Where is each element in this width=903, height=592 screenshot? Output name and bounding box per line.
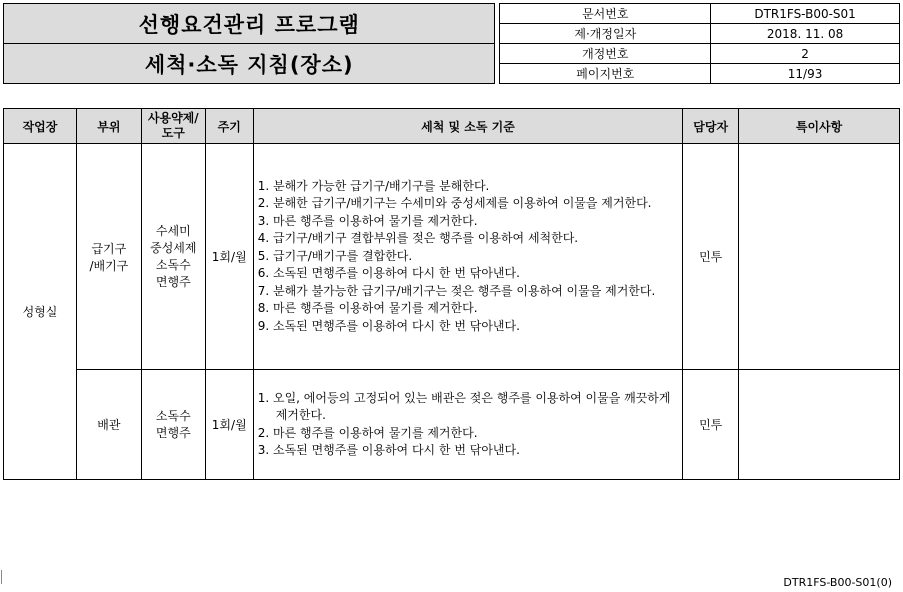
criteria-list (254, 390, 682, 460)
col-header-criteria: 세척 및 소독 기준 (253, 109, 682, 144)
list-item: 1. 오일, 에어등의 고정되어 있는 배관은 젖은 행주를 이용하여 이물을 깨끗하게 제거한다. (257, 390, 671, 422)
col-header-notes: 특이사항 (739, 109, 900, 144)
list-item: 2. 마른 행주를 이용하여 물기를 제거한다. (257, 425, 478, 440)
list-item: 2. 분해한 급기구/배기구는 수세미와 중성세제를 이용하여 이물을 제거한다. (257, 196, 652, 211)
document-header (3, 3, 900, 84)
part-cell: 급기구 /배기구 (76, 144, 141, 370)
meta-value-doc-no: DTR1FS-B00-S01 (711, 4, 900, 24)
notes-cell (739, 370, 900, 480)
meta-label-revision-no: 개정번호 (500, 44, 711, 64)
owner-cell: 민투 (683, 370, 739, 480)
part-cell: 배관 (76, 370, 141, 480)
table-row (4, 144, 900, 370)
col-header-part: 부위 (76, 109, 141, 144)
list-item: 7. 분해가 불가능한 급기구/배기구는 젖은 행주를 이용하여 이물을 제거한다. (257, 283, 656, 298)
table-header-row (4, 109, 900, 144)
criteria-list (254, 178, 682, 336)
criteria-cell (253, 370, 682, 480)
program-title: 선행요건관리 프로그램 (4, 4, 495, 44)
tools-cell: 수세미 중성세제 소독수 면행주 (141, 144, 205, 370)
meta-value-page-no: 11/93 (711, 64, 900, 84)
tools-cell: 소독수 면행주 (141, 370, 205, 480)
workplace-cell: 성형실 (4, 144, 77, 480)
meta-label-doc-no: 문서번호 (500, 4, 711, 24)
list-item: 3. 마른 행주를 이용하여 물기를 제거한다. (257, 213, 478, 228)
meta-label-revision-date: 제·개정일자 (500, 24, 711, 44)
list-item: 6. 소독된 면행주를 이용하여 다시 한 번 닦아낸다. (257, 266, 520, 281)
col-header-owner: 담당자 (683, 109, 739, 144)
doc-title: 세척·소독 지침(장소) (4, 44, 495, 84)
meta-value-revision-no: 2 (711, 44, 900, 64)
col-header-workplace: 작업장 (4, 109, 77, 144)
list-item: 1. 분해가 가능한 급기구/배기구를 분해한다. (257, 178, 490, 193)
meta-label-page-no: 페이지번호 (500, 64, 711, 84)
notes-cell (739, 144, 900, 370)
list-item: 9. 소독된 면행주를 이용하여 다시 한 번 닦아낸다. (257, 318, 520, 333)
list-item: 8. 마른 행주를 이용하여 물기를 제거한다. (257, 301, 478, 316)
margin-mark (1, 570, 2, 584)
owner-cell: 민투 (683, 144, 739, 370)
cycle-cell: 1회/월 (205, 144, 253, 370)
table-row (4, 370, 900, 480)
cleaning-guideline-table (3, 108, 900, 480)
col-header-tools: 사용약제/ 도구 (141, 109, 205, 144)
list-item: 5. 급기구/배기구를 결합한다. (257, 248, 413, 263)
col-header-cycle: 주기 (205, 109, 253, 144)
meta-value-revision-date: 2018. 11. 08 (711, 24, 900, 44)
list-item: 4. 급기구/배기구 결합부위를 젖은 행주를 이용하여 세척한다. (257, 231, 579, 246)
cycle-cell: 1회/월 (205, 370, 253, 480)
criteria-cell (253, 144, 682, 370)
footer-doc-code: DTR1FS-B00-S01(0) (783, 576, 892, 589)
list-item: 3. 소독된 면행주를 이용하여 다시 한 번 닦아낸다. (257, 443, 520, 457)
